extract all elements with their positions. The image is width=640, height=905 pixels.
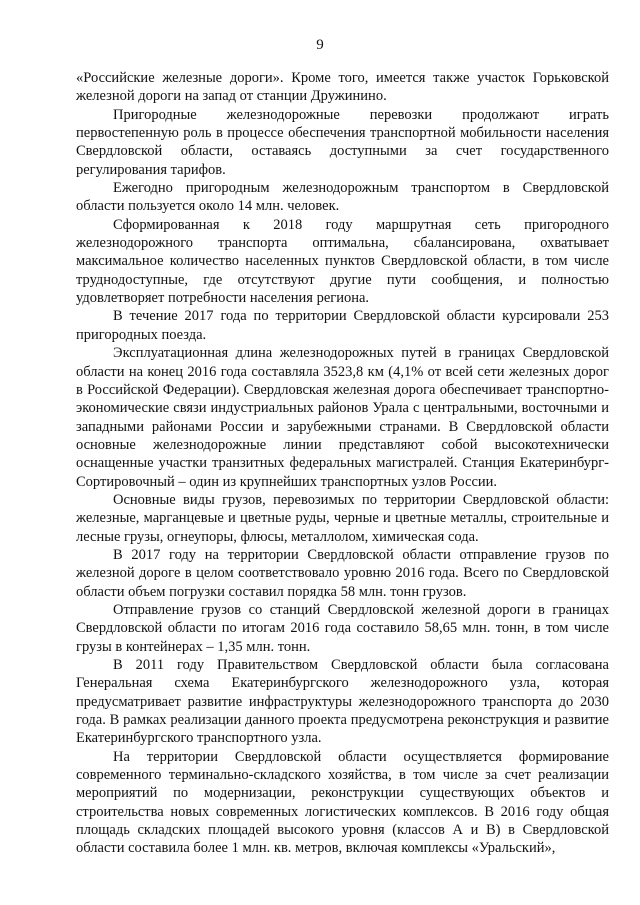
paragraph-annual-passengers: Ежегодно пригородным железнодорожным транспортом в Свердловской области пользуется около 14 млн. человек. [76, 180, 609, 215]
paragraph-cargo-2017: В 2017 году на территории Свердловской области отправление грузов по железной дороге в целом соответствовало уровню 2016 года. Всего по Свердловской области объем погрузки составил порядка 58 млн. тонн грузов. [76, 546, 609, 600]
paragraph-cargo-types: Основные виды грузов, перевозимых по территории Свердловской области: железные, марганцевые и цветные руды, черные и цветные металлы, строительные и лесные грузы, огнеупоры, флюсы, металлолом, химическая сода. [76, 491, 609, 545]
paragraph-route-network: Сформированная к 2018 году маршрутная сеть пригородного железнодорожного транспорта оптимальна, сбалансирована, охватывает максимальное количество населенных пунктов Свердловской области, в том числе труднодоступные, где отсутствуют другие пути сообщения, и полностью удовлетворяет потребности населения региона. [76, 216, 609, 307]
page-number: 9 [316, 37, 324, 53]
paragraph-general-scheme-2011: В 2011 году Правительством Свердловской области была согласована Генеральная схема Екатеринбургского железнодорожного узла, которая предусматривает развитие инфраструктуры железнодорожного транспорта до 2030 года. В рамках реализации данного проекта предусмотрена реконструкция и развитие Екатеринбургского транспортного узла. [76, 657, 609, 747]
paragraph-railway-length: Эксплуатационная длина железнодорожных путей в границах Свердловской области на конец 2016 года составляла 3523,8 км (4,1% от всей сети железных дорог в Российской Федерации). Свердловская железная дорога обеспечивает транспортно-экономические связи индустриальных районов Урала с центральными, восточными и западными районами России и зарубежными странами. В Свердловской области основные железнодорожные линии представляют собой высокотехнически оснащенные участки транзитных федеральных магистралей. Станция Екатеринбург-Сортировочный – один из крупнейших транспортных узлов России. [76, 345, 609, 490]
document-body [76, 69, 609, 858]
paragraph-continuation-rzd: «Российские железные дороги». Кроме того, имеется также участок Горьковской железной дороги на запад от станции Дружинино. [76, 70, 609, 105]
paragraph-suburban-transport-role: Пригородные железнодорожные перевозки продолжают играть первостепенную роль в процессе обеспечения транспортной мобильности населения Свердловской области, оставаясь доступными за счет государственного регулирования тарифов. [76, 106, 609, 178]
paragraph-cargo-dispatch-2016: Отправление грузов со станций Свердловской железной дороги в границах Свердловской области по итогам 2016 года составило 58,65 млн. тонн, в том числе грузы в контейнерах – 1,35 млн. тонн. [76, 601, 609, 655]
paragraph-suburban-trains-2017: В течение 2017 года по территории Свердловской области курсировали 253 пригородных поезда. [76, 308, 609, 343]
paragraph-terminal-warehouses: На территории Свердловской области осуществляется формирование современного терминально-складского хозяйства, в том числе за счет реализации мероприятий по модернизации, реконструкции существующих объектов и строительства новых современных логистических комплексов. В 2016 году общая площадь складских площадей высокого уровня (классов А и В) в Свердловской области составила более 1 млн. кв. метров, включая комплексы «Уральский», [76, 748, 609, 857]
